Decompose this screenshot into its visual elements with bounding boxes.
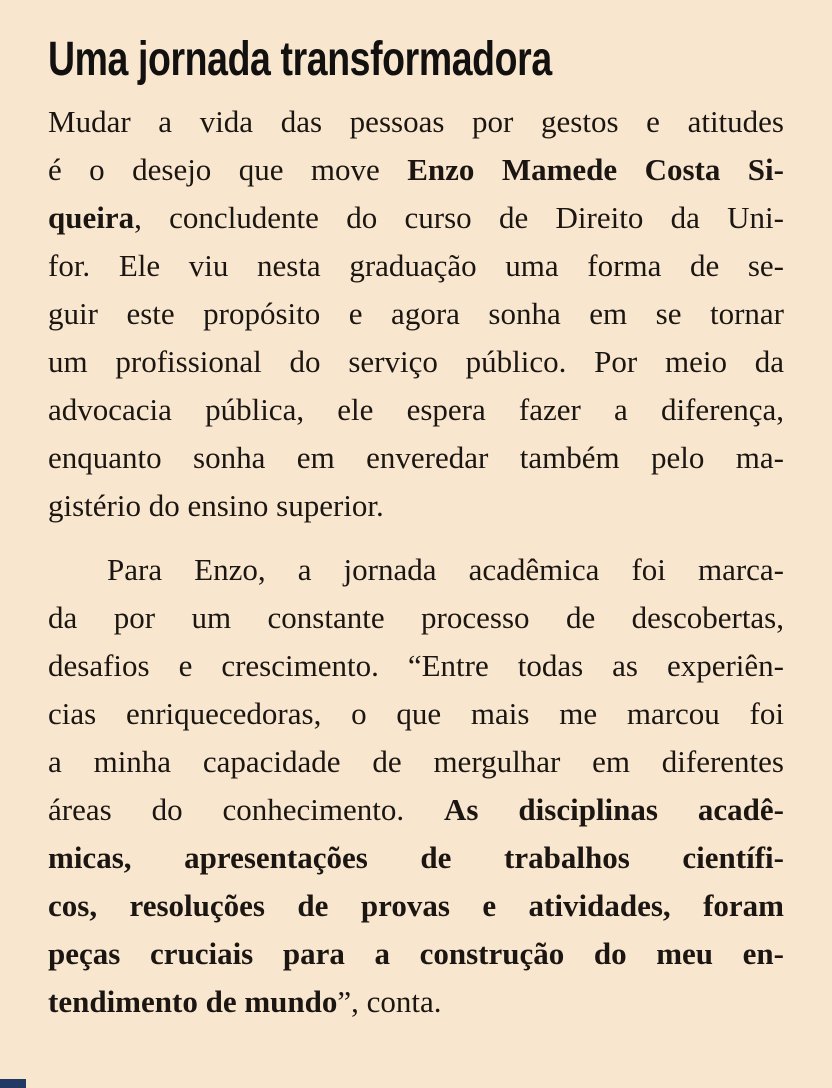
text-run: é o desejo que move <box>48 152 408 187</box>
text-line <box>48 594 784 642</box>
paragraph <box>48 98 784 530</box>
text-run: enquanto sonha em enveredar também pelo ma- <box>48 440 784 475</box>
text-run: cias enriquecedoras, o que mais me marcou foi <box>48 696 784 731</box>
text-run: Para Enzo, a jornada acadêmica foi marca- <box>107 552 784 587</box>
bold-text-run: micas, apresentações de trabalhos científi- <box>48 840 784 875</box>
text-run: desafios e crescimento. “Entre todas as experiên- <box>48 648 784 683</box>
bold-text-run: Enzo Mamede Costa Si- <box>407 152 784 187</box>
text-line <box>48 98 784 146</box>
bold-text-run: queira <box>48 200 135 235</box>
bold-text-run: cos, resoluções de provas e atividades, foram <box>48 888 784 923</box>
text-line <box>48 690 784 738</box>
text-line <box>48 338 784 386</box>
bold-text-run: peças cruciais para a construção do meu en- <box>48 936 784 971</box>
text-run: ”, conta. <box>337 984 442 1019</box>
page-corner-mark <box>0 1079 26 1088</box>
bold-text-run: tendimento de mundo <box>48 984 338 1019</box>
text-run: , concludente do curso de Direito da Uni- <box>134 200 784 235</box>
text-line <box>48 978 784 1026</box>
article-body <box>48 98 784 1026</box>
text-line <box>48 786 784 834</box>
text-line <box>48 834 784 882</box>
text-run: guir este propósito e agora sonha em se tornar <box>48 296 784 331</box>
text-line <box>48 738 784 786</box>
text-run: a minha capacidade de mergulhar em diferentes <box>48 744 784 779</box>
text-run: Mudar a vida das pessoas por gestos e atitudes <box>48 104 784 139</box>
text-line <box>48 642 784 690</box>
text-line <box>48 386 784 434</box>
text-run: um profissional do serviço público. Por meio da <box>48 344 784 379</box>
paragraph <box>48 546 784 1026</box>
text-line <box>48 434 784 482</box>
text-line <box>48 546 784 594</box>
text-line <box>48 482 784 530</box>
text-run: for. Ele viu nesta graduação uma forma de se- <box>48 248 784 283</box>
text-line <box>48 930 784 978</box>
text-line <box>48 146 784 194</box>
text-line <box>48 290 784 338</box>
text-line <box>48 242 784 290</box>
text-run: gistério do ensino superior. <box>48 488 384 523</box>
text-run: advocacia pública, ele espera fazer a diferença, <box>48 392 784 427</box>
bold-text-run: As disciplinas acadê- <box>444 792 784 827</box>
text-line <box>48 882 784 930</box>
text-run: da por um constante processo de descobertas, <box>48 600 784 635</box>
text-run: áreas do conhecimento. <box>48 792 445 827</box>
text-line <box>48 194 784 242</box>
article-title: Uma jornada transformadora <box>48 33 552 86</box>
